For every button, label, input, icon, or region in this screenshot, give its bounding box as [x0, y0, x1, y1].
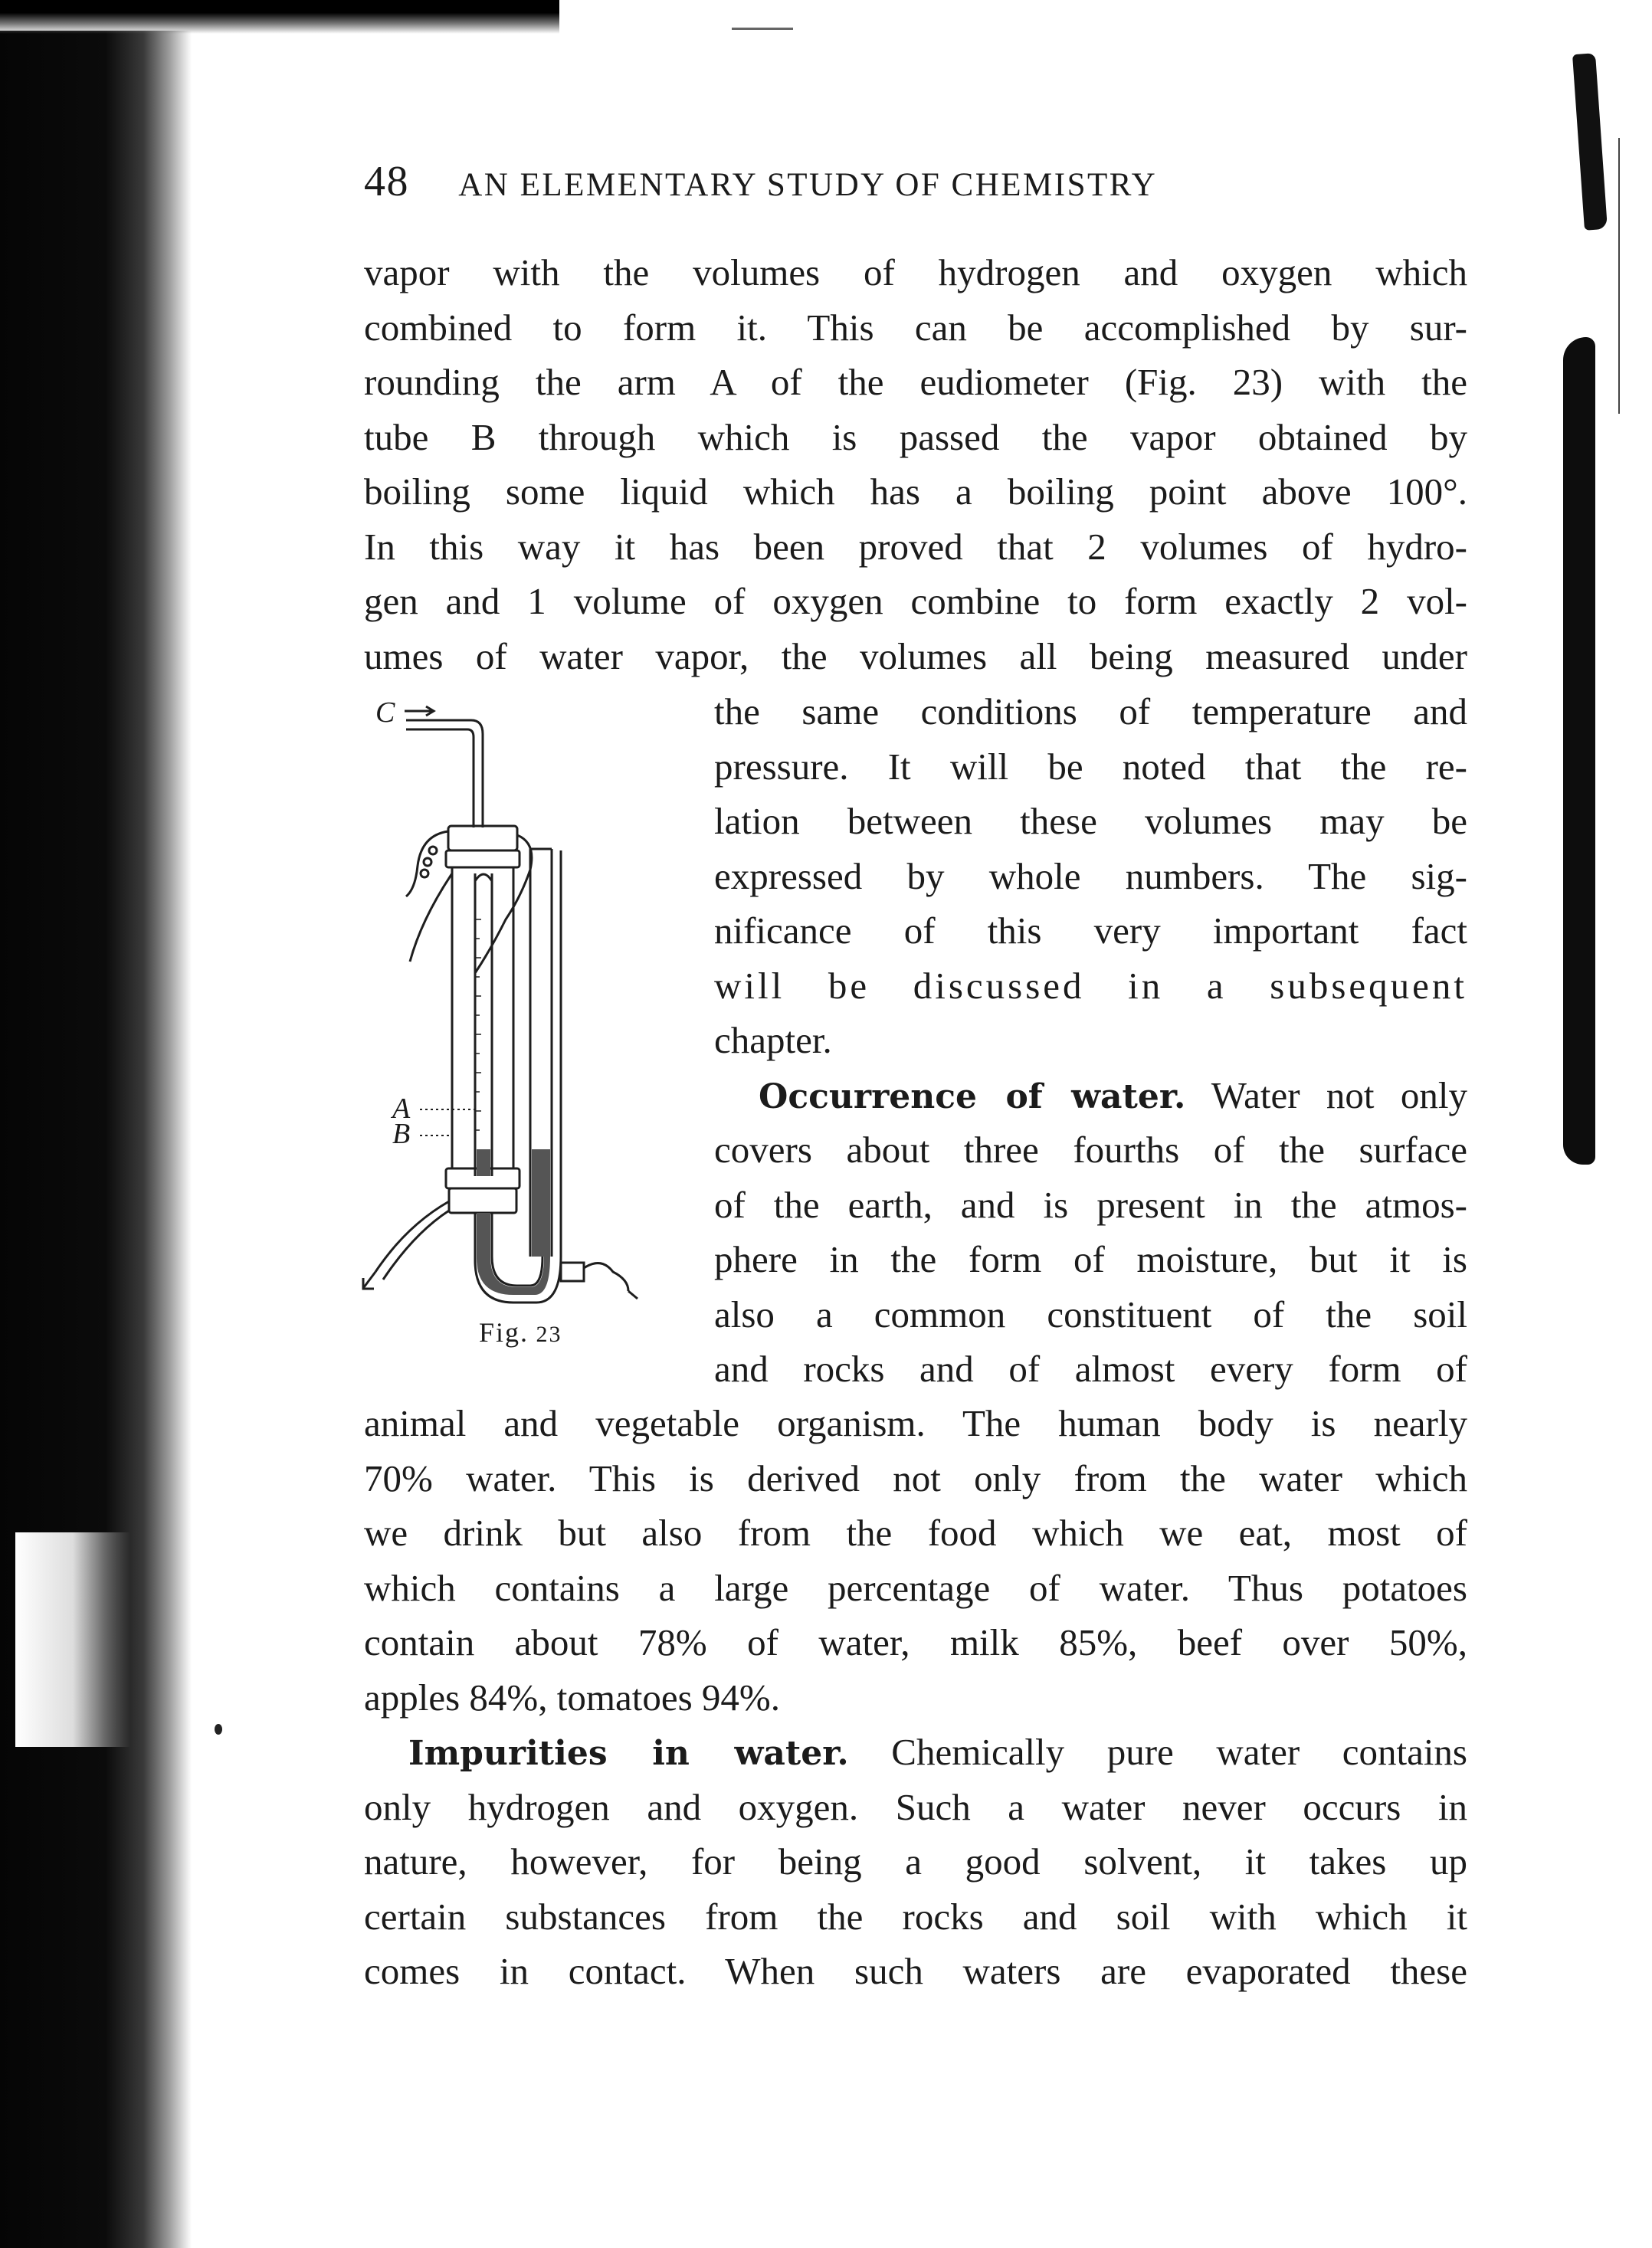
paragraph-beside-figure: [714, 684, 1467, 1397]
inlet-arrow: [405, 706, 434, 716]
text-line: phere in the form of moisture, but it is: [714, 1238, 1467, 1280]
text-line: will be discussed in a subsequent: [714, 964, 1467, 1007]
text-line: chapter.: [714, 1019, 832, 1061]
text-line: umes of water vapor, the volumes all being measured under: [364, 634, 1467, 677]
text-line: pressure. It will be noted that the re-: [714, 745, 1467, 788]
text-line: vapor with the volumes of hydrogen and oxygen which: [364, 251, 1467, 293]
page-number: 48: [364, 158, 409, 205]
hand-outline: [406, 831, 448, 896]
text-line: rounding the arm A of the eudiometer (Fig. 23) with the: [364, 361, 1467, 403]
top-collar-band: [446, 850, 520, 867]
text-line: also a common constituent of the soil: [714, 1293, 1467, 1335]
inlet-tube-c-inner: [406, 729, 474, 827]
scan-mark: [732, 28, 793, 30]
text-line: gen and 1 volume of oxygen combine to form exactly 2 vol-: [364, 580, 1467, 622]
text-run: Water not only: [1211, 1073, 1467, 1116]
top-collar: [448, 826, 517, 850]
inlet-tube-c: [406, 720, 483, 827]
liquid-fill: [477, 1149, 550, 1295]
scan-top-edge: [0, 0, 559, 34]
stopcock-body: [561, 1263, 584, 1281]
impurities-heading: Impurities in water.: [408, 1734, 849, 1773]
text-line: lation between these volumes may be: [714, 800, 1467, 842]
arm-a-top: [475, 874, 492, 881]
text-line: 70% water. This is derived not only from the water which: [364, 1457, 1467, 1499]
text-line: boiling some liquid which has a boiling point above 100°.: [364, 470, 1467, 513]
stopcock-arrow: [628, 1291, 638, 1299]
text-line: the same conditions of temperature and: [714, 690, 1467, 732]
hand-finger: [475, 835, 532, 973]
outlet-tube-inner: [383, 1211, 449, 1280]
knuckle: [421, 870, 428, 877]
text-line: only hydrogen and oxygen. Such a water never occurs in: [364, 1785, 1467, 1828]
scan-right-line: [1618, 138, 1620, 414]
bottom-collar-band: [449, 1188, 516, 1213]
text-line: which contains a large percentage of water. Thus potatoes: [364, 1566, 1467, 1609]
text-line: nificance of this very important fact: [714, 909, 1467, 952]
caption-prefix: Fig.: [479, 1317, 529, 1348]
label-leaders: [420, 1109, 475, 1135]
knuckle: [429, 847, 437, 854]
hand-line: [410, 873, 452, 962]
running-head: [364, 157, 1157, 211]
paragraph-bottom: [364, 1396, 1467, 1999]
text-line: expressed by whole numbers. The sig-: [714, 854, 1467, 897]
text-line: covers about three fourths of the surface: [714, 1129, 1467, 1171]
label-b: B: [392, 1118, 411, 1150]
text-line: comes in contact. When such waters are evaporated these: [364, 1950, 1467, 1992]
text-run: Chemically pure water contains: [891, 1731, 1468, 1773]
text-line: nature, however, for being a good solvent, it takes up: [364, 1840, 1467, 1883]
impurities-first-line: [364, 1725, 1467, 1780]
eudiometer-illustration: [360, 690, 697, 1364]
scan-right-blot: [1572, 53, 1608, 231]
text-line: contain about 78% of water, milk 85%, beef over 50%,: [364, 1621, 1467, 1663]
paragraph-top: [364, 245, 1467, 683]
scan-speck: [215, 1724, 222, 1735]
label-c: C: [375, 696, 395, 729]
outlet-arrow: [363, 1272, 375, 1289]
figure-eudiometer: [360, 690, 697, 1364]
figure-caption: [479, 1316, 562, 1348]
label-a: A: [392, 1093, 411, 1125]
knuckle: [424, 858, 431, 866]
text-line: In this way it has been proved that 2 volumes of hydro-: [364, 525, 1467, 568]
occurrence-first-line: [714, 1068, 1467, 1123]
scan-right-blot: [1563, 337, 1595, 1165]
book-title: AN ELEMENTARY STUDY OF CHEMISTRY: [458, 167, 1158, 203]
text-line: and rocks and of almost every form of: [714, 1348, 1467, 1390]
stopcock-handle: [584, 1263, 628, 1291]
text-line: of the earth, and is present in the atmos-: [714, 1183, 1467, 1226]
binding-gap: [15, 1532, 130, 1747]
text-line: combined to form it. This can be accomplished by sur-: [364, 306, 1467, 349]
text-line: tube B through which is passed the vapor obtained by: [364, 415, 1467, 458]
text-line: animal and vegetable organism. The human body is nearly: [364, 1402, 1467, 1444]
outlet-tube: [375, 1201, 449, 1272]
caption-number: 23: [536, 1322, 562, 1347]
text-line: we drink but also from the food which we eat, most of: [364, 1512, 1467, 1554]
text-line: certain substances from the rocks and soil with which it: [364, 1895, 1467, 1938]
binding-shadow: [0, 31, 192, 2248]
text-line: apples 84%, tomatoes 94%.: [364, 1676, 780, 1719]
occurrence-heading: Occurrence of water.: [759, 1076, 1186, 1116]
